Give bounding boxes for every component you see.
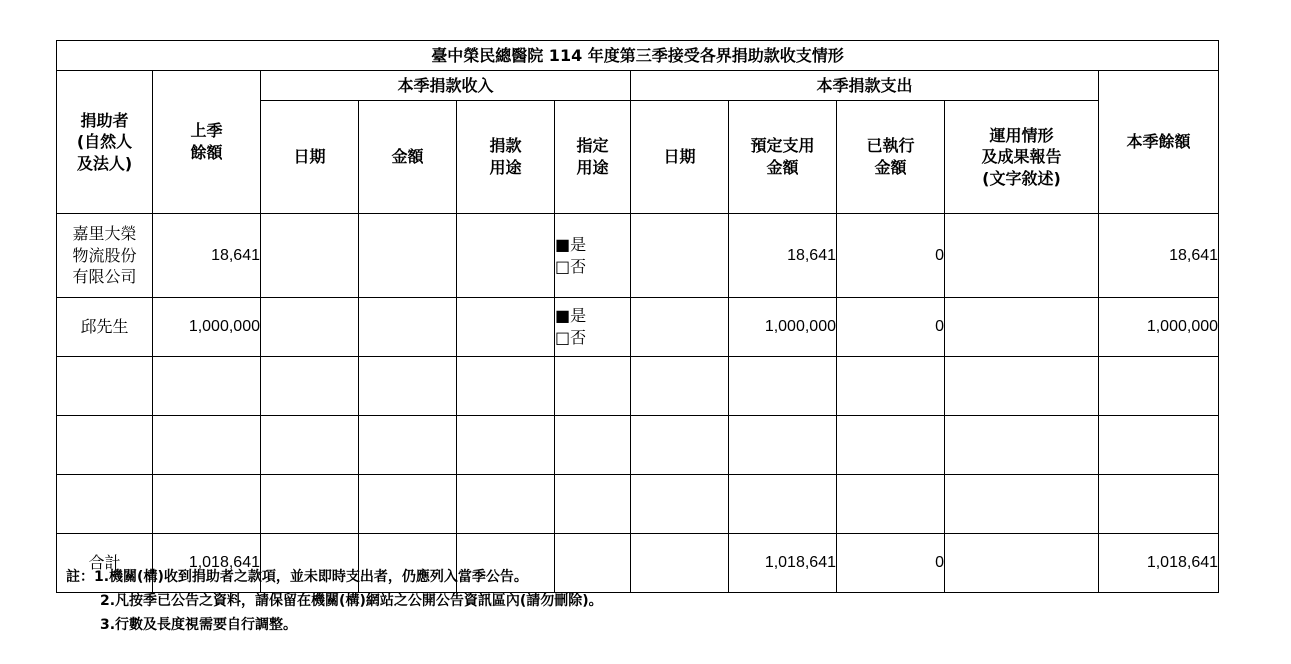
- empty-cell: [945, 534, 1099, 593]
- empty-cell: [1099, 475, 1219, 534]
- empty-cell: [945, 416, 1099, 475]
- header-income-date: 日期: [261, 101, 359, 214]
- usage-report-cell: [945, 214, 1099, 298]
- empty-row: [57, 416, 1219, 475]
- note-1-text: 1.機關(構)收到捐助者之款項，並未即時支出者，仍應列入當季公告。: [94, 569, 528, 585]
- header-income-group: 本季捐款收入: [261, 71, 631, 101]
- prev-balance-cell: 1,000,000: [153, 298, 261, 357]
- total-planned-amount: 1,018,641: [729, 534, 837, 593]
- expense-date-cell: [631, 214, 729, 298]
- designated-yes-checkbox: ■是: [555, 306, 587, 326]
- header-executed-amount: 已執行 金額: [837, 101, 945, 214]
- empty-cell: [555, 357, 631, 416]
- empty-cell: [837, 416, 945, 475]
- table-row: [57, 214, 1219, 298]
- empty-cell: [729, 357, 837, 416]
- current-balance-cell: 1,000,000: [1099, 298, 1219, 357]
- header-donor: 捐助者 (自然人 及法人): [57, 71, 153, 214]
- income-date-cell: [261, 214, 359, 298]
- empty-cell: [57, 475, 153, 534]
- header-current-balance: 本季餘額: [1099, 71, 1219, 214]
- empty-cell: [261, 416, 359, 475]
- executed-amount-cell: 0: [837, 298, 945, 357]
- empty-cell: [1099, 357, 1219, 416]
- note-2: 2.凡按季已公告之資料，請保留在機關(構)網站之公開公告資訊區內(請勿刪除)。: [100, 593, 603, 609]
- expense-date-cell: [631, 298, 729, 357]
- empty-cell: [457, 357, 555, 416]
- designated-no-checkbox: □否: [555, 328, 587, 347]
- total-prev-balance: 1,018,641: [153, 534, 261, 593]
- table-title: 臺中榮民總醫院 114 年度第三季接受各界捐助款收支情形: [57, 41, 1219, 71]
- empty-cell: [837, 357, 945, 416]
- usage-report-cell: [945, 298, 1099, 357]
- empty-cell: [153, 357, 261, 416]
- header-income-amount: 金額: [359, 101, 457, 214]
- empty-cell: [631, 534, 729, 593]
- donation-report-table: [56, 40, 1219, 593]
- empty-cell: [555, 475, 631, 534]
- header-expense-date: 日期: [631, 101, 729, 214]
- empty-cell: [57, 416, 153, 475]
- empty-cell: [457, 416, 555, 475]
- current-balance-cell: 18,641: [1099, 214, 1219, 298]
- income-date-cell: [261, 298, 359, 357]
- designated-cell: [555, 298, 631, 357]
- note-1: [66, 565, 603, 589]
- note-prefix: 註：: [66, 569, 94, 585]
- income-amount-cell: [359, 298, 457, 357]
- income-amount-cell: [359, 214, 457, 298]
- donor-cell: 嘉里大榮 物流股份 有限公司: [57, 214, 153, 298]
- empty-cell: [261, 475, 359, 534]
- income-purpose-cell: [457, 214, 555, 298]
- total-label: 合計: [57, 534, 153, 593]
- empty-row: [57, 357, 1219, 416]
- empty-cell: [631, 357, 729, 416]
- empty-cell: [153, 475, 261, 534]
- total-executed-amount: 0: [837, 534, 945, 593]
- header-planned-amount: 預定支用 金額: [729, 101, 837, 214]
- empty-cell: [631, 416, 729, 475]
- empty-cell: [359, 475, 457, 534]
- header-income-purpose: 捐款 用途: [457, 101, 555, 214]
- header-usage-report: 運用情形 及成果報告 (文字敘述): [945, 101, 1099, 214]
- empty-cell: [729, 475, 837, 534]
- total-current-balance: 1,018,641: [1099, 534, 1219, 593]
- empty-cell: [631, 475, 729, 534]
- empty-cell: [1099, 416, 1219, 475]
- table-row: [57, 298, 1219, 357]
- empty-cell: [945, 475, 1099, 534]
- header-prev-balance: 上季 餘額: [153, 71, 261, 214]
- planned-amount-cell: 1,000,000: [729, 298, 837, 357]
- note-3: 3.行數及長度視需要自行調整。: [100, 617, 298, 633]
- empty-cell: [837, 475, 945, 534]
- empty-cell: [359, 416, 457, 475]
- prev-balance-cell: 18,641: [153, 214, 261, 298]
- empty-row: [57, 475, 1219, 534]
- income-purpose-cell: [457, 298, 555, 357]
- header-designated: 指定 用途: [555, 101, 631, 214]
- designated-yes-checkbox: ■是: [555, 234, 587, 254]
- empty-cell: [457, 475, 555, 534]
- empty-cell: [729, 416, 837, 475]
- header-expense-group: 本季捐款支出: [631, 71, 1099, 101]
- empty-cell: [153, 416, 261, 475]
- empty-cell: [57, 357, 153, 416]
- empty-cell: [555, 416, 631, 475]
- designated-cell: [555, 214, 631, 298]
- designated-no-checkbox: □否: [555, 256, 587, 276]
- notes: [66, 565, 603, 637]
- donor-cell: 邱先生: [57, 298, 153, 357]
- executed-amount-cell: 0: [837, 214, 945, 298]
- empty-cell: [261, 357, 359, 416]
- planned-amount-cell: 18,641: [729, 214, 837, 298]
- empty-cell: [945, 357, 1099, 416]
- empty-cell: [359, 357, 457, 416]
